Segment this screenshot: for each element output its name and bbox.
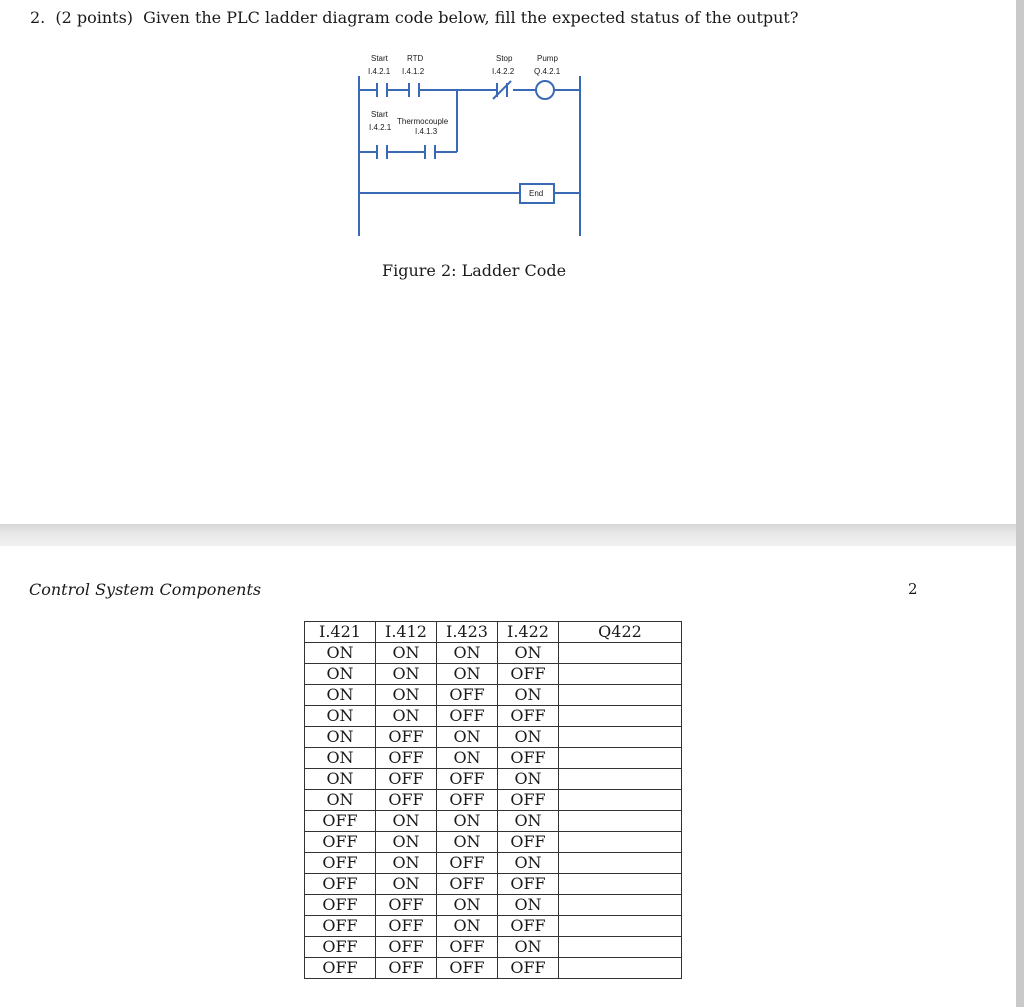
table-cell: OFF [376, 937, 437, 958]
running-head: Control System Components [29, 580, 262, 599]
table-cell: OFF [498, 706, 559, 727]
table-cell: OFF [305, 832, 376, 853]
table-cell: ON [498, 769, 559, 790]
output-cell[interactable] [559, 748, 682, 769]
table-cell: OFF [376, 727, 437, 748]
table-cell: OFF [498, 874, 559, 895]
start2-name: Start [371, 110, 388, 119]
table-cell: ON [305, 664, 376, 685]
table-cell: OFF [498, 958, 559, 979]
page-separator [0, 524, 1016, 546]
output-cell[interactable] [559, 811, 682, 832]
table-cell: ON [305, 643, 376, 664]
table-cell: ON [437, 748, 498, 769]
question-body: Given the PLC ladder diagram code below, fill the expected status of the output? [143, 8, 799, 27]
table-row [305, 685, 682, 706]
header-q422: Q422 [559, 622, 682, 643]
table-cell: OFF [305, 916, 376, 937]
table-cell: ON [376, 853, 437, 874]
output-cell[interactable] [559, 937, 682, 958]
header-i412: I.412 [376, 622, 437, 643]
table-cell: ON [498, 811, 559, 832]
scrollbar-track[interactable] [1016, 0, 1024, 1007]
pump-coil [536, 81, 554, 99]
table-cell: ON [305, 769, 376, 790]
table-row [305, 916, 682, 937]
table-row [305, 874, 682, 895]
table-cell: OFF [376, 895, 437, 916]
truth-table [304, 621, 682, 979]
table-row [305, 853, 682, 874]
table-cell: OFF [305, 937, 376, 958]
output-cell[interactable] [559, 832, 682, 853]
table-cell: ON [437, 643, 498, 664]
table-body [305, 643, 682, 979]
question-number: 2. [30, 8, 46, 27]
start1-name: Start [371, 54, 388, 63]
table-cell: OFF [437, 874, 498, 895]
table-cell: ON [437, 916, 498, 937]
header-i422: I.422 [498, 622, 559, 643]
table-cell: ON [305, 748, 376, 769]
table-cell: ON [498, 937, 559, 958]
pump-addr: Q.4.2.1 [534, 67, 561, 76]
output-cell[interactable] [559, 706, 682, 727]
stop-name: Stop [496, 54, 513, 63]
table-cell: ON [498, 727, 559, 748]
table-cell: ON [305, 685, 376, 706]
table-row [305, 895, 682, 916]
thermo-addr: I.4.1.3 [415, 127, 438, 136]
table-cell: OFF [376, 790, 437, 811]
table-cell: OFF [376, 769, 437, 790]
rtd-addr: I.4.1.2 [402, 67, 425, 76]
table-cell: ON [437, 727, 498, 748]
table-cell: ON [376, 664, 437, 685]
start1-addr: I.4.2.1 [368, 67, 391, 76]
table-cell: ON [498, 895, 559, 916]
table-row [305, 958, 682, 979]
output-cell[interactable] [559, 727, 682, 748]
table-cell: OFF [437, 769, 498, 790]
output-cell[interactable] [559, 895, 682, 916]
table-cell: ON [376, 706, 437, 727]
table-row [305, 664, 682, 685]
output-cell[interactable] [559, 853, 682, 874]
output-cell[interactable] [559, 916, 682, 937]
table-cell: OFF [437, 685, 498, 706]
rtd-name: RTD [407, 54, 424, 63]
table-cell: ON [437, 832, 498, 853]
figure-caption: Figure 2: Ladder Code [382, 261, 567, 280]
table-cell: ON [376, 874, 437, 895]
table-cell: ON [498, 685, 559, 706]
table-cell: ON [376, 685, 437, 706]
table-cell: ON [437, 895, 498, 916]
table-cell: OFF [498, 664, 559, 685]
table-cell: OFF [437, 790, 498, 811]
table-cell: ON [305, 727, 376, 748]
question-points: (2 points) [55, 8, 134, 27]
table-cell: OFF [498, 748, 559, 769]
table-cell: ON [305, 706, 376, 727]
stop-addr: I.4.2.2 [492, 67, 515, 76]
output-cell[interactable] [559, 958, 682, 979]
table-cell: ON [376, 811, 437, 832]
pump-name: Pump [537, 54, 558, 63]
table-cell: OFF [376, 916, 437, 937]
table-row [305, 937, 682, 958]
table-cell: ON [305, 790, 376, 811]
output-cell[interactable] [559, 643, 682, 664]
header-i423: I.423 [437, 622, 498, 643]
table-cell: ON [437, 664, 498, 685]
table-cell: OFF [305, 895, 376, 916]
table-row [305, 832, 682, 853]
table-row [305, 769, 682, 790]
table-cell: OFF [437, 937, 498, 958]
output-cell[interactable] [559, 790, 682, 811]
table-cell: OFF [376, 748, 437, 769]
start2-addr: I.4.2.1 [369, 123, 392, 132]
table-cell: OFF [305, 874, 376, 895]
table-cell: ON [376, 643, 437, 664]
table-cell: OFF [437, 853, 498, 874]
table-row [305, 727, 682, 748]
page-number: 2 [908, 580, 918, 598]
table-cell: ON [498, 853, 559, 874]
table-cell: OFF [305, 958, 376, 979]
output-cell[interactable] [559, 769, 682, 790]
output-cell[interactable] [559, 685, 682, 706]
table-cell: OFF [376, 958, 437, 979]
table-row [305, 706, 682, 727]
header-i421: I.421 [305, 622, 376, 643]
table-row [305, 811, 682, 832]
table-cell: OFF [305, 853, 376, 874]
end-label: End [529, 189, 544, 198]
output-cell[interactable] [559, 664, 682, 685]
table-cell: ON [498, 643, 559, 664]
table-cell: OFF [305, 811, 376, 832]
question-text [30, 8, 803, 27]
table-cell: OFF [498, 790, 559, 811]
table-row [305, 643, 682, 664]
table-cell: OFF [437, 706, 498, 727]
table-cell: OFF [498, 832, 559, 853]
thermo-name: Thermocouple [397, 117, 449, 126]
output-cell[interactable] [559, 874, 682, 895]
table-cell: ON [376, 832, 437, 853]
table-cell: OFF [498, 916, 559, 937]
table-cell: ON [437, 811, 498, 832]
table-header-row [305, 622, 682, 643]
ladder-diagram [350, 48, 590, 243]
table-cell: OFF [437, 958, 498, 979]
table-row [305, 790, 682, 811]
table-row [305, 748, 682, 769]
